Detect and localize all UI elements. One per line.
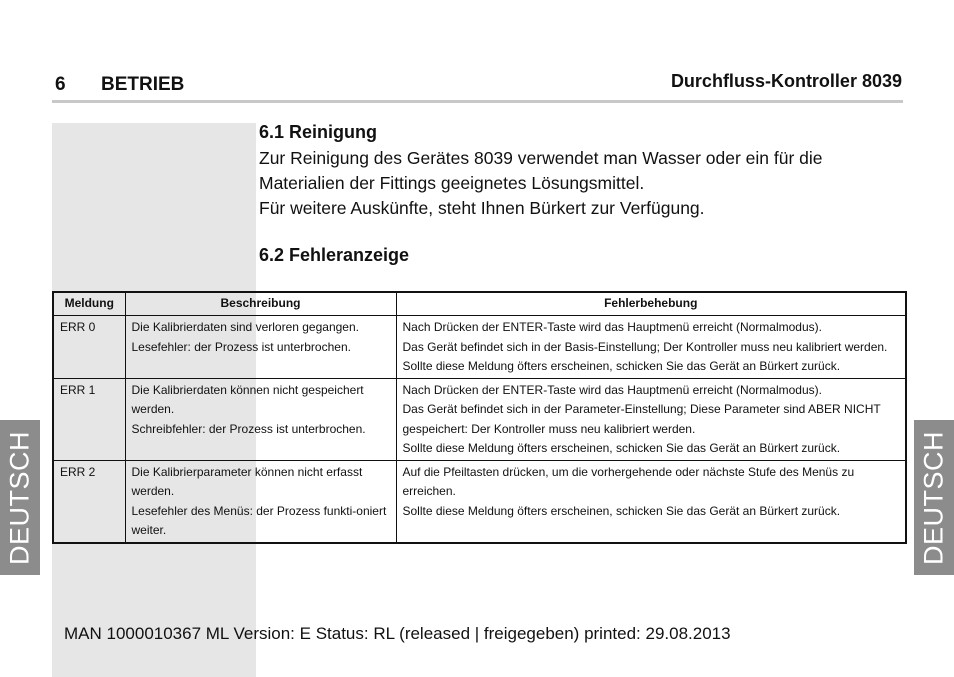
document-footer: MAN 1000010367 ML Version: E Status: RL (released | freigegeben) printed: 29.08.2013 — [64, 624, 731, 643]
error-description — [125, 316, 396, 379]
error-remedy — [396, 460, 906, 543]
description-line: Schreibfehler: der Prozess ist unterbrochen. — [131, 421, 366, 436]
reinigung-text — [259, 146, 909, 221]
error-table — [52, 291, 907, 544]
column-header-fehlerbehebung: Fehlerbehebung — [396, 292, 906, 316]
description-line: Die Kalibrierdaten sind verloren gegangen. — [131, 320, 359, 334]
remedy-line: Auf die Pfeiltasten drücken, um die vorhergehende oder nächste Stufe des Menüs zu erreichen. — [402, 464, 855, 498]
error-description — [125, 460, 396, 543]
error-code: ERR 0 — [53, 316, 125, 379]
column-header-meldung: Meldung — [53, 292, 125, 316]
remedy-line: Das Gerät befindet sich in der Parameter-Einstellung; Diese Parameter sind ABER NICHT gespeichert: Der Kontroller muss neu kalibriert werden. — [402, 402, 881, 436]
section-number: 6 — [55, 74, 66, 95]
heading-fehleranzeige: 6.2 Fehleranzeige — [259, 245, 410, 265]
error-code: ERR 2 — [53, 460, 125, 543]
remedy-line: Nach Drücken der ENTER-Taste wird das Hauptmenü erreicht (Normalmodus). — [402, 382, 822, 397]
remedy-line: Sollte diese Meldung öfters erscheinen, schicken Sie das Gerät an Bürkert zurück. — [402, 503, 841, 518]
remedy-line: Sollte diese Meldung öfters erscheinen, schicken Sie das Gerät an Bürkert zurück. — [402, 359, 841, 373]
remedy-line: Das Gerät befindet sich in der Basis-Einstellung; Der Kontroller muss neu kalibriert werden. — [402, 339, 888, 354]
error-code: ERR 1 — [53, 378, 125, 460]
language-tab-left — [0, 420, 40, 575]
column-header-beschreibung: Beschreibung — [125, 292, 396, 316]
reinigung-line: Zur Reinigung des Gerätes 8039 verwendet man Wasser oder ein für die — [259, 148, 823, 168]
reinigung-line: Für weitere Auskünfte, steht Ihnen Bürkert zur Verfügung. — [259, 198, 705, 218]
table-row — [53, 460, 906, 543]
description-line: Die Kalibrierparameter können nicht erfasst werden. — [131, 464, 363, 498]
product-title: Durchfluss-Kontroller 8039 — [670, 71, 902, 91]
header-rule — [52, 100, 903, 103]
section-title: BETRIEB — [101, 74, 185, 95]
error-remedy — [396, 316, 906, 379]
heading-reinigung: 6.1 Reinigung — [259, 122, 378, 142]
table-row — [53, 378, 906, 460]
table-header-row — [53, 292, 906, 316]
error-description — [125, 378, 396, 460]
remedy-line: Sollte diese Meldung öfters erscheinen, schicken Sie das Gerät an Bürkert zurück. — [402, 441, 841, 455]
error-remedy — [396, 378, 906, 460]
description-line: Lesefehler: der Prozess ist unterbrochen. — [131, 339, 351, 354]
table-row — [53, 316, 906, 379]
language-tab-label: DEUTSCH — [4, 430, 35, 565]
description-line: Lesefehler des Menüs: der Prozess funkti-oniert weiter. — [131, 503, 387, 537]
language-tab-label: DEUTSCH — [918, 430, 949, 565]
reinigung-line: Materialien der Fittings geeignetes Lösungsmittel. — [259, 173, 645, 193]
remedy-line: Nach Drücken der ENTER-Taste wird das Hauptmenü erreicht (Normalmodus). — [402, 320, 822, 334]
language-tab-right — [914, 420, 954, 575]
description-line: Die Kalibrierdaten können nicht gespeichert werden. — [131, 382, 364, 416]
